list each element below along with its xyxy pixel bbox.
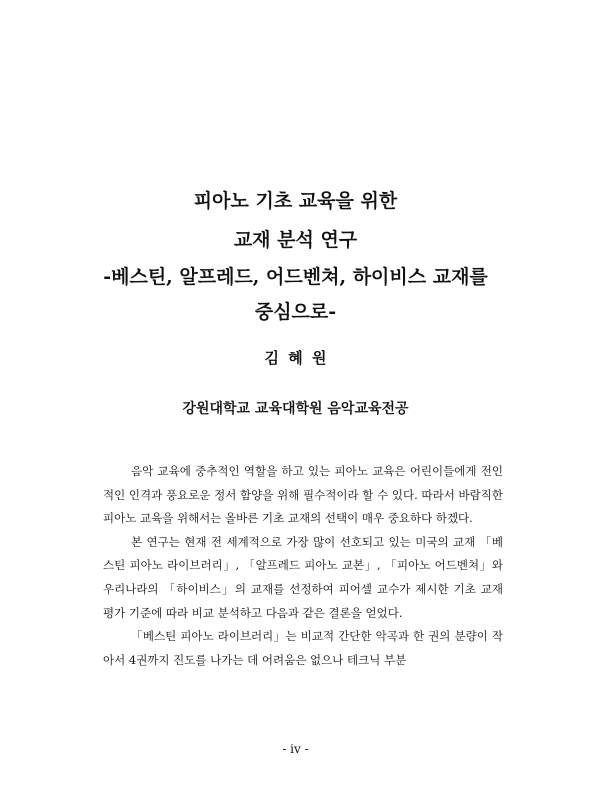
subtitle-line-2: 중심으로-: [254, 301, 337, 323]
abstract-body: [103, 460, 503, 672]
abstract-paragraph-2: 본 연구는 현재 전 세계적으로 가장 많이 선호되고 있는 미국의 교재 「베스틴 피아노 라이브러리」, 「알프레드 피아노 교본」, 「피아노 어드벤쳐」와 우리나라의 「하이비스」의 교재를 선정하여 피어셀 교수가 제시한 기초 교재 평가 기준에 따라 비교 분석하고 다음과 같은 결론을 얻었다.: [103, 534, 503, 620]
abstract-paragraph-3: 「베스틴 피아노 라이브러리」는 비교적 간단한 악곡과 한 권의 분량이 작아서 4권까지 진도를 나가는 데 어려움은 없으나 테크닉 부분: [103, 629, 503, 667]
author-name: 김 혜 원: [264, 349, 327, 367]
abstract-paragraph-1: 음악 교육에 중추적인 역할을 하고 있는 피아노 교육은 어린이들에게 전인적인 인격과 풍요로운 정서 함양을 위해 필수적이라 할 수 있다. 따라서 바람직한 피아노 교육을 위해서는 올바른 기초 교재의 선택이 매우 중요하다 하겠다.: [103, 464, 503, 526]
page-number: - iv -: [282, 742, 309, 756]
subtitle-line-1: -베스틴, 알프레드, 어드벤쳐, 하이비스 교재를: [103, 266, 488, 288]
title-line-2: 교재 분석 연구: [233, 229, 358, 251]
title-line-1: 피아노 기초 교육을 위한: [193, 190, 398, 212]
author-affiliation: 강원대학교 교육대학원 음악교육전공: [182, 401, 409, 417]
